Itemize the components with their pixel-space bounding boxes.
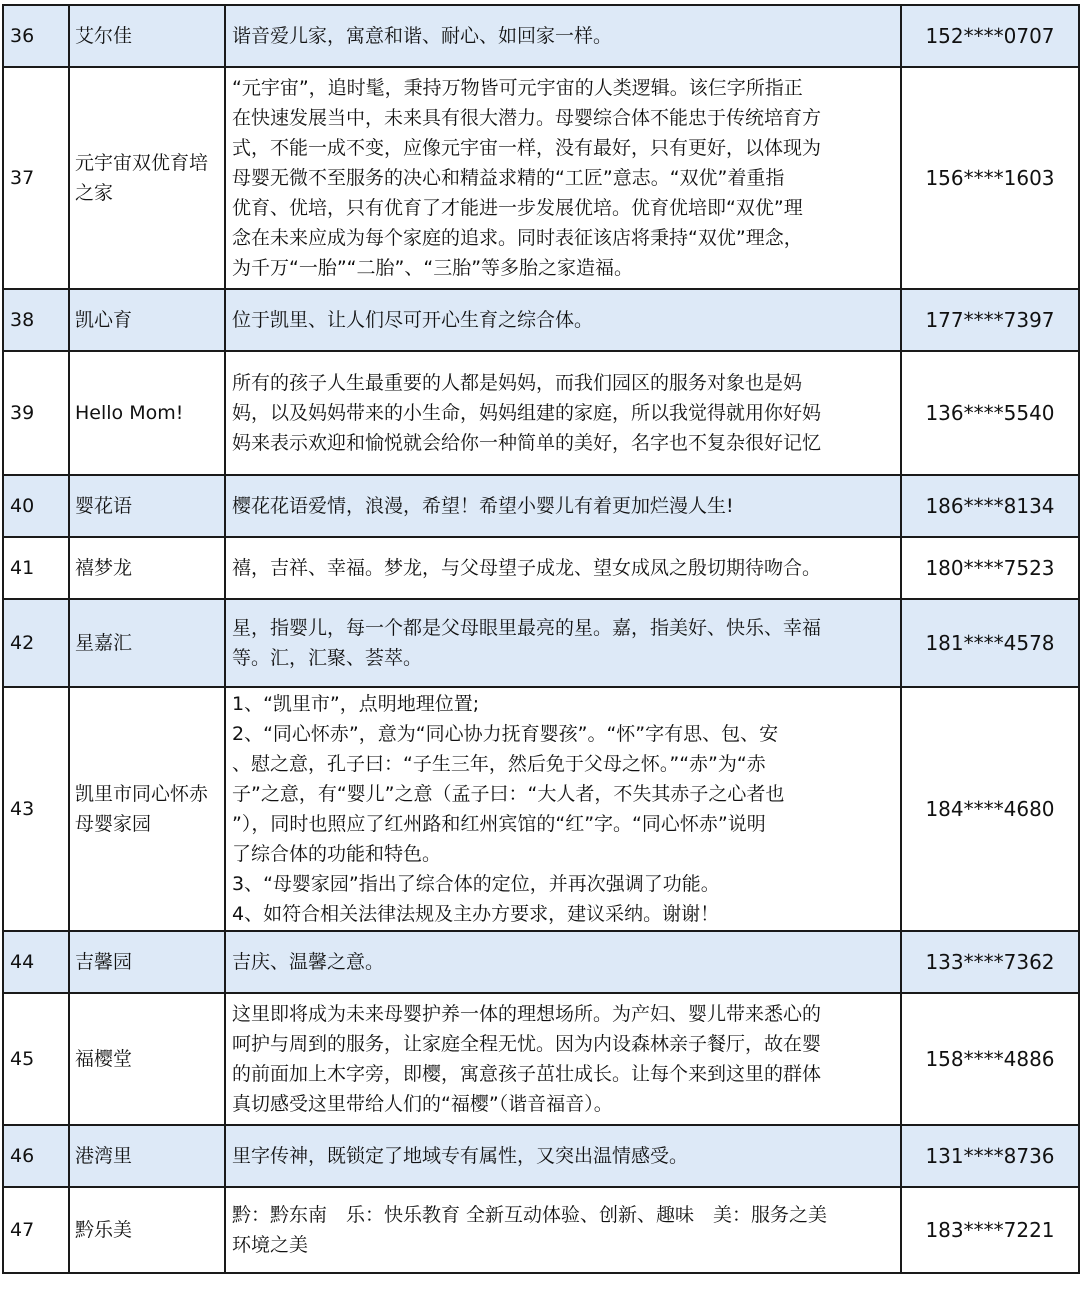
entry-name: 凯里市同心怀赤母婴家园 [69,687,225,931]
description-line: 为千万“一胎”“二胎”、“三胎”等多胎之家造福。 [232,257,634,279]
entry-name: 港湾里 [69,1125,225,1187]
description-line: 妈，以及妈妈带来的小生命，妈妈组建的家庭，所以我觉得就用你好妈 [232,402,822,424]
description-line: 了综合体的功能和特色。 [232,843,442,865]
entry-phone: 133****7362 [901,931,1079,993]
description-line: 念在未来应成为每个家庭的追求。同时表征该店将秉持“双优”理念， [232,227,803,249]
description-line: 在快速发展当中，未来具有很大潜力。母婴综合体不能忠于传统培育方 [232,107,822,129]
entry-number: 40 [3,475,69,537]
description-line: ”），同时也照应了红州路和红州宾馆的“红”字。“同心怀赤”说明 [232,813,766,835]
entry-description [225,475,901,537]
entry-description [225,687,901,931]
entry-name: 黔乐美 [69,1187,225,1273]
entry-phone: 152****0707 [901,5,1079,67]
entry-description [225,993,901,1125]
entry-phone: 156****1603 [901,67,1079,289]
entry-number: 42 [3,599,69,687]
entry-name: 吉馨园 [69,931,225,993]
entry-phone: 158****4886 [901,993,1079,1125]
entry-number: 36 [3,5,69,67]
description-line: 里字传神，既锁定了地域专有属性，又突出温情感受。 [232,1145,689,1167]
entry-number: 44 [3,931,69,993]
entry-description [225,931,901,993]
description-line: 环境之美 [232,1234,309,1256]
description-line: 位于凯里、让人们尽可开心生育之综合体。 [232,309,594,331]
table-row [3,289,1079,351]
description-line: 妈来表示欢迎和愉悦就会给你一种简单的美好，名字也不复杂很好记忆 [232,432,822,454]
entry-description [225,5,901,67]
description-line: 这里即将成为未来母婴护养一体的理想场所。为产妇、婴儿带来悉心的 [232,1003,822,1025]
description-line: 呵护与周到的服务，让家庭全程无忧。因为内设森林亲子餐厅，故在婴 [232,1033,822,1055]
table-row [3,67,1079,289]
entry-description [225,1125,901,1187]
table-row [3,687,1079,931]
entry-name: 星嘉汇 [69,599,225,687]
entry-name: 元宇宙双优育培之家 [69,67,225,289]
entry-description [225,1187,901,1273]
table-row [3,537,1079,599]
description-line: 所有的孩子人生最重要的人都是妈妈，而我们园区的服务对象也是妈 [232,372,803,394]
entry-phone: 183****7221 [901,1187,1079,1273]
description-line: 的前面加上木字旁，即樱，寓意孩子茁壮成长。让每个来到这里的群体 [232,1063,822,1085]
entries-table [2,4,1080,1274]
table-row [3,931,1079,993]
entry-phone: 131****8736 [901,1125,1079,1187]
entry-number: 37 [3,67,69,289]
entry-name: 婴花语 [69,475,225,537]
entry-phone: 181****4578 [901,599,1079,687]
entry-name: 福樱堂 [69,993,225,1125]
entry-description [225,599,901,687]
description-line: 真切感受这里带给人们的“福樱”（谐音福音）。 [232,1093,613,1115]
entry-number: 39 [3,351,69,475]
description-line: 优育、优培，只有优育了才能进一步发展优培。优育优培即“双优”理 [232,197,803,219]
entry-phone: 180****7523 [901,537,1079,599]
description-line: 樱花花语爱情，浪漫，希望！希望小婴儿有着更加烂漫人生! [232,495,734,517]
entry-number: 46 [3,1125,69,1187]
description-line: 禧，吉祥、幸福。梦龙，与父母望子成龙、望女成凤之殷切期待吻合。 [232,557,822,579]
description-line: 星，指婴儿，每一个都是父母眼里最亮的星。嘉，指美好、快乐、幸福 [232,617,822,639]
table-row [3,351,1079,475]
table-row [3,993,1079,1125]
table-row [3,5,1079,67]
entry-description [225,537,901,599]
description-line: 式，不能一成不变，应像元宇宙一样，没有最好，只有更好，以体现为 [232,137,822,159]
description-line: 3、“母婴家园”指出了综合体的定位，并再次强调了功能。 [232,873,720,895]
entry-phone: 186****8134 [901,475,1079,537]
entry-number: 43 [3,687,69,931]
table-row [3,599,1079,687]
entry-name: Hello Mom! [69,351,225,475]
entry-phone: 184****4680 [901,687,1079,931]
description-line: 谐音爱儿家，寓意和谐、耐心、如回家一样。 [232,25,613,47]
description-line: 4、如符合相关法律法规及主办方要求，建议采纳。谢谢！ [232,903,720,925]
description-line: 子”之意，有“婴儿”之意（孟子曰：“大人者，不失其赤子之心者也 [232,783,785,805]
description-line: 等。汇，汇聚、荟萃。 [232,647,423,669]
description-line: 母婴无微不至服务的决心和精益求精的“工匠”意志。“双优”着重指 [232,167,785,189]
entry-number: 47 [3,1187,69,1273]
entry-number: 38 [3,289,69,351]
entry-phone: 177****7397 [901,289,1079,351]
table-row [3,1125,1079,1187]
entry-name: 禧梦龙 [69,537,225,599]
entry-description [225,351,901,475]
entry-phone: 136****5540 [901,351,1079,475]
description-line: “元宇宙”，追时髦，秉持万物皆可元宇宙的人类逻辑。该仨字所指正 [232,77,803,99]
description-line: 吉庆、温馨之意。 [232,951,385,973]
entry-description [225,289,901,351]
entry-number: 41 [3,537,69,599]
entry-name: 艾尔佳 [69,5,225,67]
description-line: 黔：黔东南 乐：快乐教育 全新互动体验、创新、趣味 美：服务之美 [232,1204,828,1226]
entry-description [225,67,901,289]
entries-table-body [3,5,1079,1273]
entry-number: 45 [3,993,69,1125]
description-line: 1、“凯里市”，点明地理位置; [232,693,480,715]
entry-name: 凯心育 [69,289,225,351]
table-row [3,1187,1079,1273]
description-line: 、慰之意，孔子曰：“子生三年，然后免于父母之怀。”“赤”为“赤 [232,753,766,775]
table-row [3,475,1079,537]
description-line: 2、“同心怀赤”，意为“同心协力抚育婴孩”。“怀”字有思、包、安 [232,723,779,745]
